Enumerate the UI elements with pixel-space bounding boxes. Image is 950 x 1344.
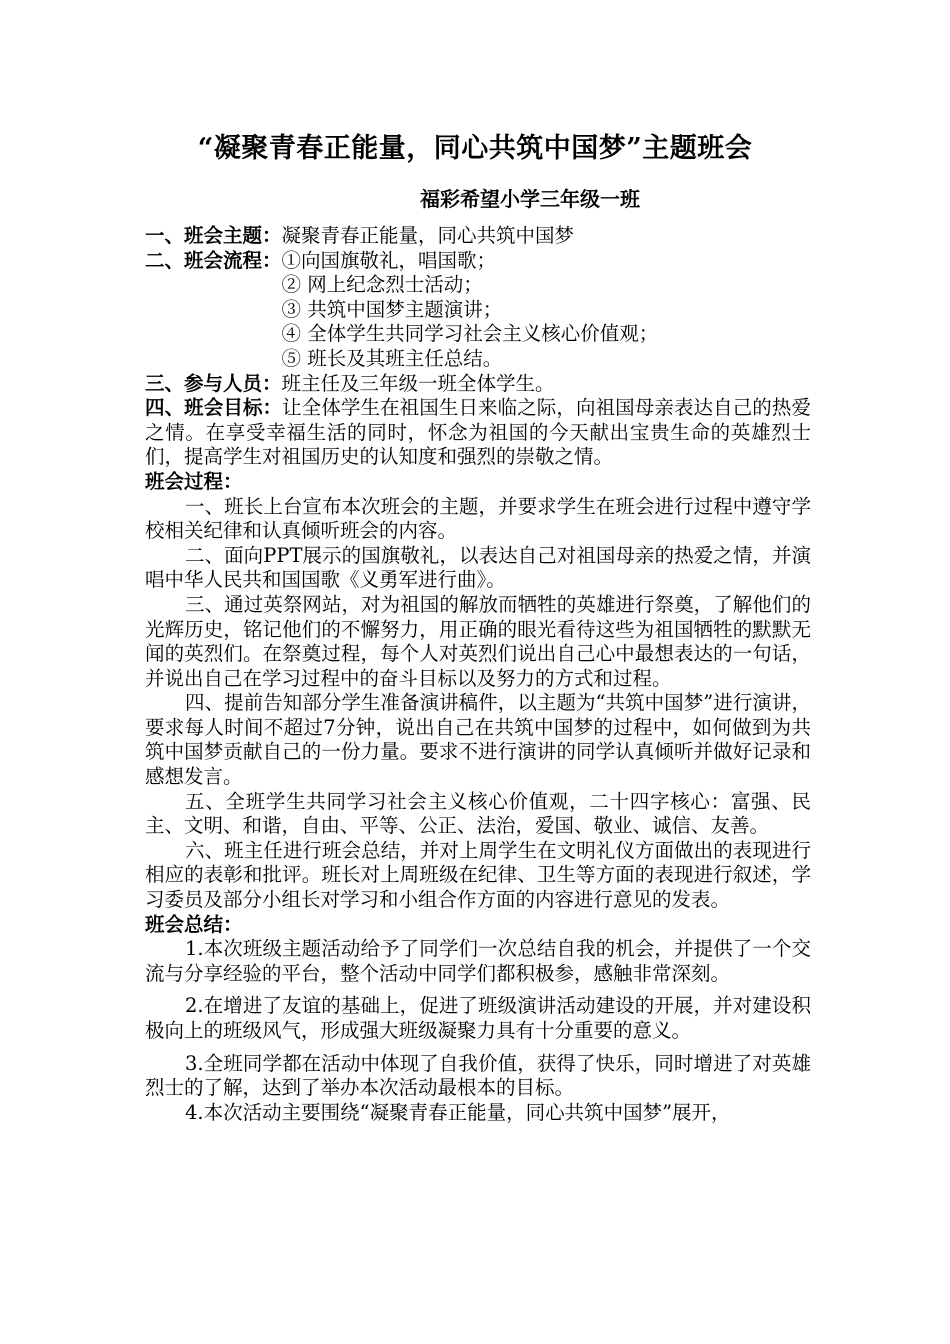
flow-row: [145, 249, 811, 372]
document-subtitle: 福彩希望小学三年级一班: [420, 187, 640, 211]
process-paragraph: 二、面向PPT展示的国旗敬礼，以表达自己对祖国母亲的热爱之情，并演唱中华人民共和国国歌《义勇军进行曲》。: [145, 543, 811, 592]
theme-text: 凝聚青春正能量，同心共筑中国梦: [281, 224, 575, 247]
flow-item: ⑤ 班长及其班主任总结。: [281, 346, 503, 370]
theme-label: 一、班会主题：: [145, 224, 282, 247]
goal-paragraph: [145, 396, 811, 470]
document-title: “凝聚青春正能量，同心共筑中国梦”主题班会: [197, 133, 753, 164]
flow-item: ④ 全体学生共同学习社会主义核心价值观；: [281, 322, 659, 346]
summary-paragraph: 4.本次活动主要围绕“凝聚青春正能量，同心共筑中国梦”展开，: [185, 1100, 731, 1124]
summary-paragraph: 1.本次班级主题活动给予了同学们一次总结自我的机会，并提供了一个交流与分享经验的平台，整个活动中同学们都积极参，感触非常深刻。: [145, 937, 811, 985]
flow-item: ①向国旗敬礼，唱国歌；: [281, 248, 497, 272]
summary-paragraph: 2.在增进了友谊的基础上，促进了班级演讲活动建设的开展，并对建设积极向上的班级风气，形成强大班级凝聚力具有十分重要的意义。: [145, 994, 811, 1042]
participants-row: [145, 372, 811, 397]
process-paragraph: 五、全班学生共同学习社会主义核心价值观，二十四字核心：富强、民主、文明、和谐，自由、平等、公正、法治，爱国、敬业、诚信、友善。: [145, 789, 811, 838]
paragraph-gap: [145, 986, 811, 994]
goal-text: 让全体学生在祖国生日来临之际，向祖国母亲表达自己的热爱之情。在享受幸福生活的同时，怀念为祖国的今天献出宝贵生命的英雄烈士们，提高学生对祖国历史的认知度和强烈的崇敬之情。: [145, 396, 811, 469]
theme-row: [145, 224, 811, 249]
paragraph-gap: [145, 1044, 811, 1052]
summary-heading: 班会总结：: [145, 912, 243, 936]
process-paragraph: 三、通过英祭网站，对为祖国的解放而牺牲的英雄进行祭奠，了解他们的光辉历史，铭记他们的不懈努力，用正确的眼光看待这些为祖国牺牲的默默无闻的英烈们。在祭奠过程，每个人对英烈们说出自己心中最想表达的一句话，并说出自己在学习过程中的奋斗目标以及努力的方式和过程。: [145, 592, 811, 690]
participants-text: 班主任及三年级一班全体学生。: [281, 371, 555, 395]
process-paragraph: 四、提前告知部分学生准备演讲稿件，以主题为“共筑中国梦”进行演讲，要求每人时间不超过7分钟，说出自己在共筑中国梦的过程中，如何做到为共筑中国梦贡献自己的一份力量。要求不进行演讲的同学认真倾听并做好记录和感想发言。: [145, 691, 811, 789]
flow-label: 二、班会流程：: [145, 248, 282, 272]
flow-item: ② 网上纪念烈士活动；: [281, 273, 483, 297]
flow-item: ③ 共筑中国梦主题演讲；: [281, 297, 503, 321]
goal-label: 四、班会目标：: [145, 396, 283, 420]
document-body: [145, 224, 811, 1125]
process-paragraph: 一、班长上台宣布本次班会的主题，并要求学生在班会进行过程中遵守学校相关纪律和认真倾听班会的内容。: [145, 494, 811, 543]
process-heading: 班会过程：: [145, 469, 243, 493]
process-paragraph: 六、班主任进行班会总结，并对上周学生在文明礼仪方面做出的表现进行相应的表彰和批评。班长对上周班级在纪律、卫生等方面的表现进行叙述，学习委员及部分小组长对学习和小组合作方面的内容进行意见的发表。: [145, 838, 811, 912]
flow-list: [282, 249, 659, 372]
summary-paragraph: 3.全班同学都在活动中体现了自我价值，获得了快乐，同时增进了对英雄烈士的了解，达到了举办本次活动最根本的目标。: [145, 1051, 811, 1100]
participants-label: 三、参与人员：: [145, 371, 282, 395]
